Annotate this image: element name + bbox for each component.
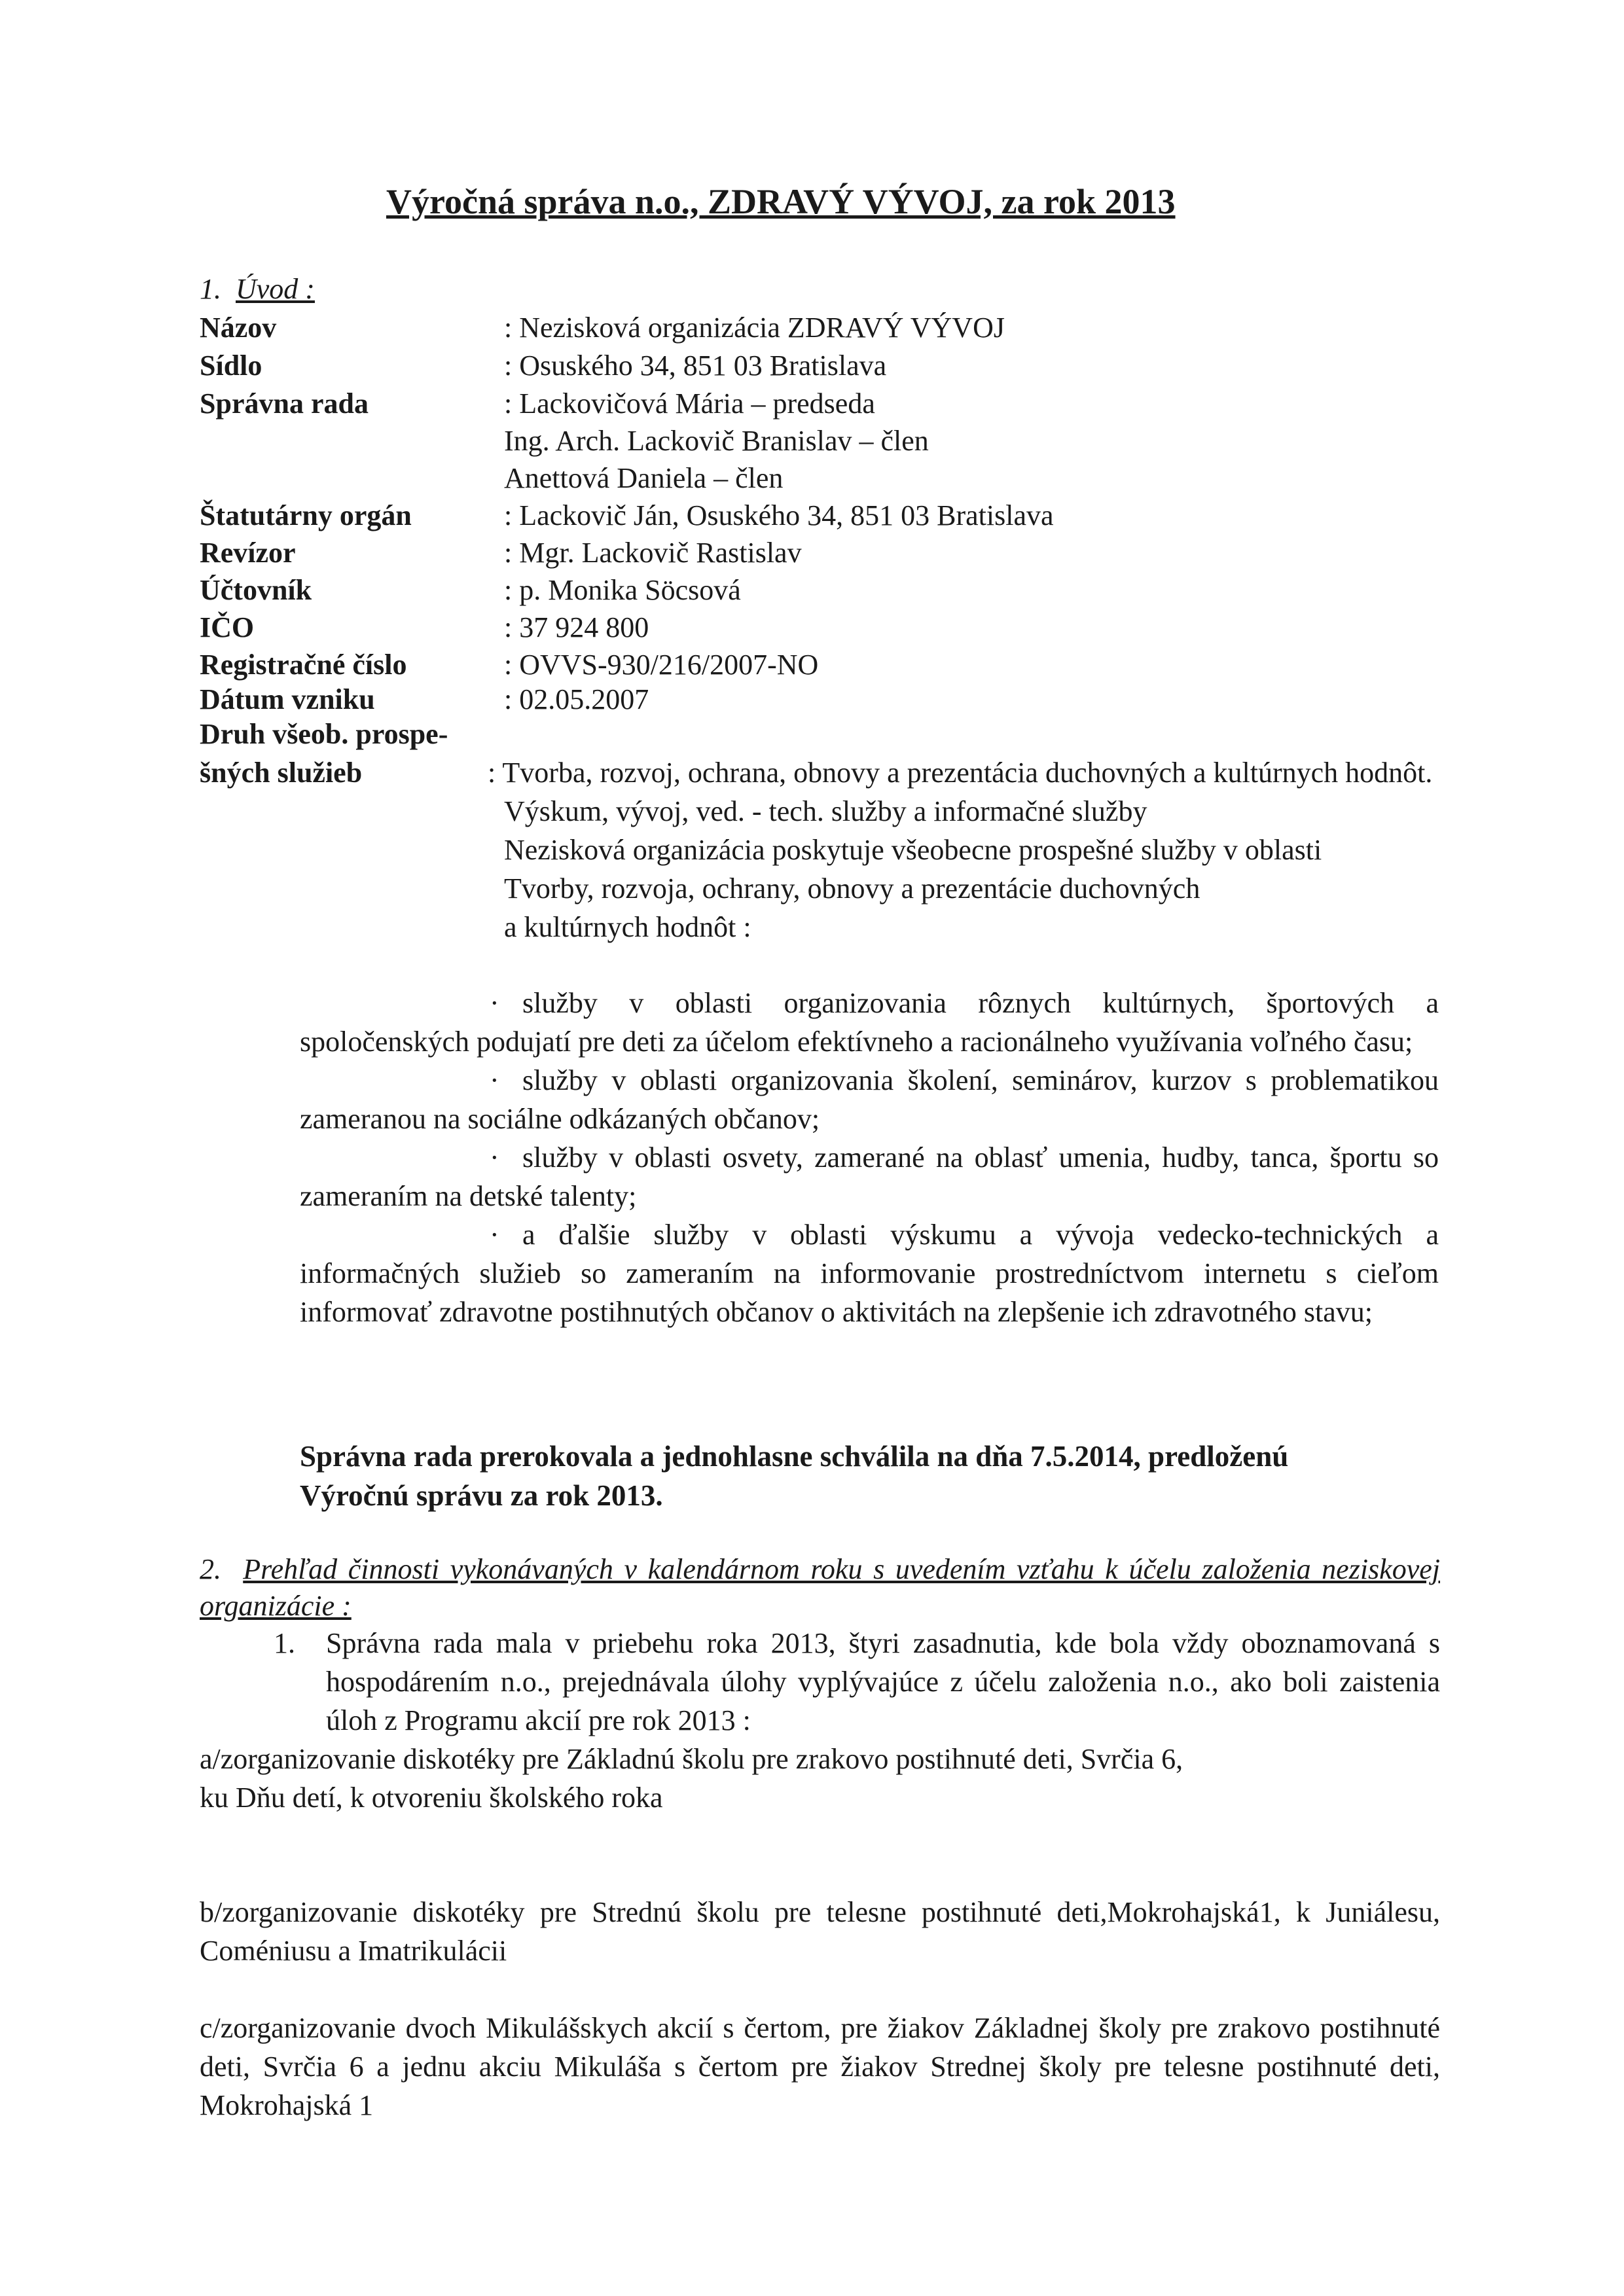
info-row-sidlo — [200, 346, 1443, 385]
activity-line: ku Dňu detí, k otvoreniu školského roka — [200, 1782, 663, 1814]
numbered-item — [274, 1624, 1440, 1740]
services-line: Nezisková organizácia poskytuje všeobecne prospešné služby v oblasti — [504, 834, 1322, 866]
info-value: : Mgr. Lackovič Rastislav — [504, 537, 802, 569]
bullet-icon: · — [490, 987, 499, 1019]
bullet-text: služby v oblasti organizovania školení, seminárov, kurzov s problematikou zameranou na sociálne odkázaných občanov; — [300, 1064, 1439, 1135]
info-row-revizor — [200, 533, 1443, 572]
info-row-datum-vzniku — [200, 680, 1443, 719]
info-row-registracne-cislo — [200, 645, 1443, 684]
activity-a — [200, 1740, 1440, 1817]
info-value: : OVVS-930/216/2007-NO — [504, 649, 819, 681]
info-row-nazov — [200, 308, 1443, 347]
info-value: : Nezisková organizácia ZDRAVÝ VÝVOJ — [504, 312, 1005, 344]
info-label: Sídlo — [200, 350, 262, 382]
activity-text: b/zorganizovanie diskotéky pre Strednú školu pre telesne postihnuté deti,Mokrohajská1, k Juniálesu, Coméniusu a Imatrikulácii — [200, 1896, 1440, 1967]
board-member: Anettová Daniela – člen — [504, 462, 784, 494]
approval-line: Výročnú správu za rok 2013. — [300, 1479, 663, 1512]
bullet-icon: · — [490, 1141, 499, 1174]
info-row-uctovnik — [200, 571, 1443, 609]
info-value: : Lackovičová Mária – predseda — [504, 387, 875, 420]
info-value: : p. Monika Söcsová — [504, 574, 741, 606]
services-label-line2: šných služieb — [200, 757, 363, 789]
approval-line: Správna rada prerokovala a jednohlasne schválila na dňa 7.5.2014, predloženú — [300, 1440, 1289, 1473]
info-label: IČO — [200, 611, 255, 643]
bullet-icon: · — [490, 1219, 499, 1251]
services-description — [488, 753, 1447, 946]
info-value: : 37 924 800 — [504, 611, 649, 643]
section2-heading — [200, 1551, 1440, 1624]
bullet-text: služby v oblasti osvety, zamerané na oblasť umenia, hudby, tanca, športu so zameraním na detské talenty; — [300, 1141, 1439, 1212]
info-row-ico — [200, 608, 1443, 647]
services-label-line1: Druh všeob. prospe- — [200, 718, 448, 750]
info-label: Revízor — [200, 537, 296, 569]
activity-c — [200, 2009, 1440, 2125]
info-value: : Osuského 34, 851 03 Bratislava — [504, 350, 887, 382]
section2-number: 2. — [200, 1553, 221, 1585]
list-item — [300, 984, 1439, 1061]
info-value: : Lackovič Ján, Osuského 34, 851 03 Bratislava — [504, 499, 1054, 531]
services-bullet-list — [300, 984, 1439, 1331]
info-label: Účtovník — [200, 574, 312, 606]
list-item — [300, 1138, 1439, 1215]
section1-title: Úvod : — [236, 273, 315, 305]
activity-line: a/zorganizovanie diskotéky pre Základnú školu pre zrakovo postihnuté deti, Svrčia 6, — [200, 1743, 1183, 1775]
list-item — [300, 1215, 1439, 1331]
services-line: Tvorby, rozvoja, ochrany, obnovy a prezentácie duchovných — [504, 872, 1200, 905]
list-item — [300, 1061, 1439, 1138]
info-label: Názov — [200, 312, 277, 344]
info-value: : 02.05.2007 — [504, 683, 649, 715]
activity-text: c/zorganizovanie dvoch Mikulášskych akcií s čertom, pre žiakov Základnej školy pre zrakovo postihnuté deti, Svrčia 6 a jednu akciu Mikuláša s čertom pre žiakov Strednej školy pre telesne postihnuté deti, Mokrohajská 1 — [200, 2012, 1440, 2121]
info-label: Štatutárny orgán — [200, 499, 412, 531]
approval-statement — [300, 1437, 1439, 1515]
services-text: : Tvorba, rozvoj, ochrana, obnovy a prezentácia duchovných a kultúrnych hodnôt. — [488, 757, 1433, 789]
activity-b — [200, 1893, 1440, 1970]
board-member: Ing. Arch. Lackovič Branislav – člen — [504, 425, 929, 457]
bullet-icon: · — [490, 1064, 499, 1096]
info-row-spravna-rada — [200, 384, 1443, 423]
page-title: Výročná správa n.o., ZDRAVÝ VÝVOJ, za rok 2013 — [386, 182, 1176, 221]
item-number: 1. — [274, 1627, 295, 1659]
section1-number: 1. — [200, 273, 221, 305]
info-row-statutarny-organ — [200, 496, 1443, 535]
bullet-text: a ďalšie služby v oblasti výskumu a vývoja vedecko-technických a informačných služieb so zameraním na informovanie prostredníctvom internetu s cieľom informovať zdravotne postihnutých občanov o aktivitách na zlepšenie ich zdravotného stavu; — [300, 1219, 1439, 1328]
section2-title: Prehľad činnosti vykonávaných v kalendárnom roku s uvedením vzťahu k účelu založenia neziskovej organizácie : — [200, 1553, 1440, 1622]
services-line: a kultúrnych hodnôt : — [504, 911, 751, 943]
bullet-text: služby v oblasti organizovania rôznych kultúrnych, športových a spoločenských podujatí pre deti za účelom efektívneho a racionálneho využívania voľného času; — [300, 987, 1439, 1058]
services-line: Výskum, vývoj, ved. - tech. služby a informačné služby — [504, 795, 1147, 827]
info-label: Dátum vzniku — [200, 683, 375, 715]
section1-heading — [200, 270, 315, 308]
info-label: Správna rada — [200, 387, 369, 420]
info-label: Registračné číslo — [200, 649, 407, 681]
item-text: Správna rada mala v priebehu roka 2013, štyri zasadnutia, kde bola vždy oboznamovaná s hospodárením n.o., prejednávala úlohy vyplývajúce z účelu založenia n.o., ako boli zaistenia úloh z Programu akcií pre rok 2013 : — [326, 1627, 1440, 1736]
